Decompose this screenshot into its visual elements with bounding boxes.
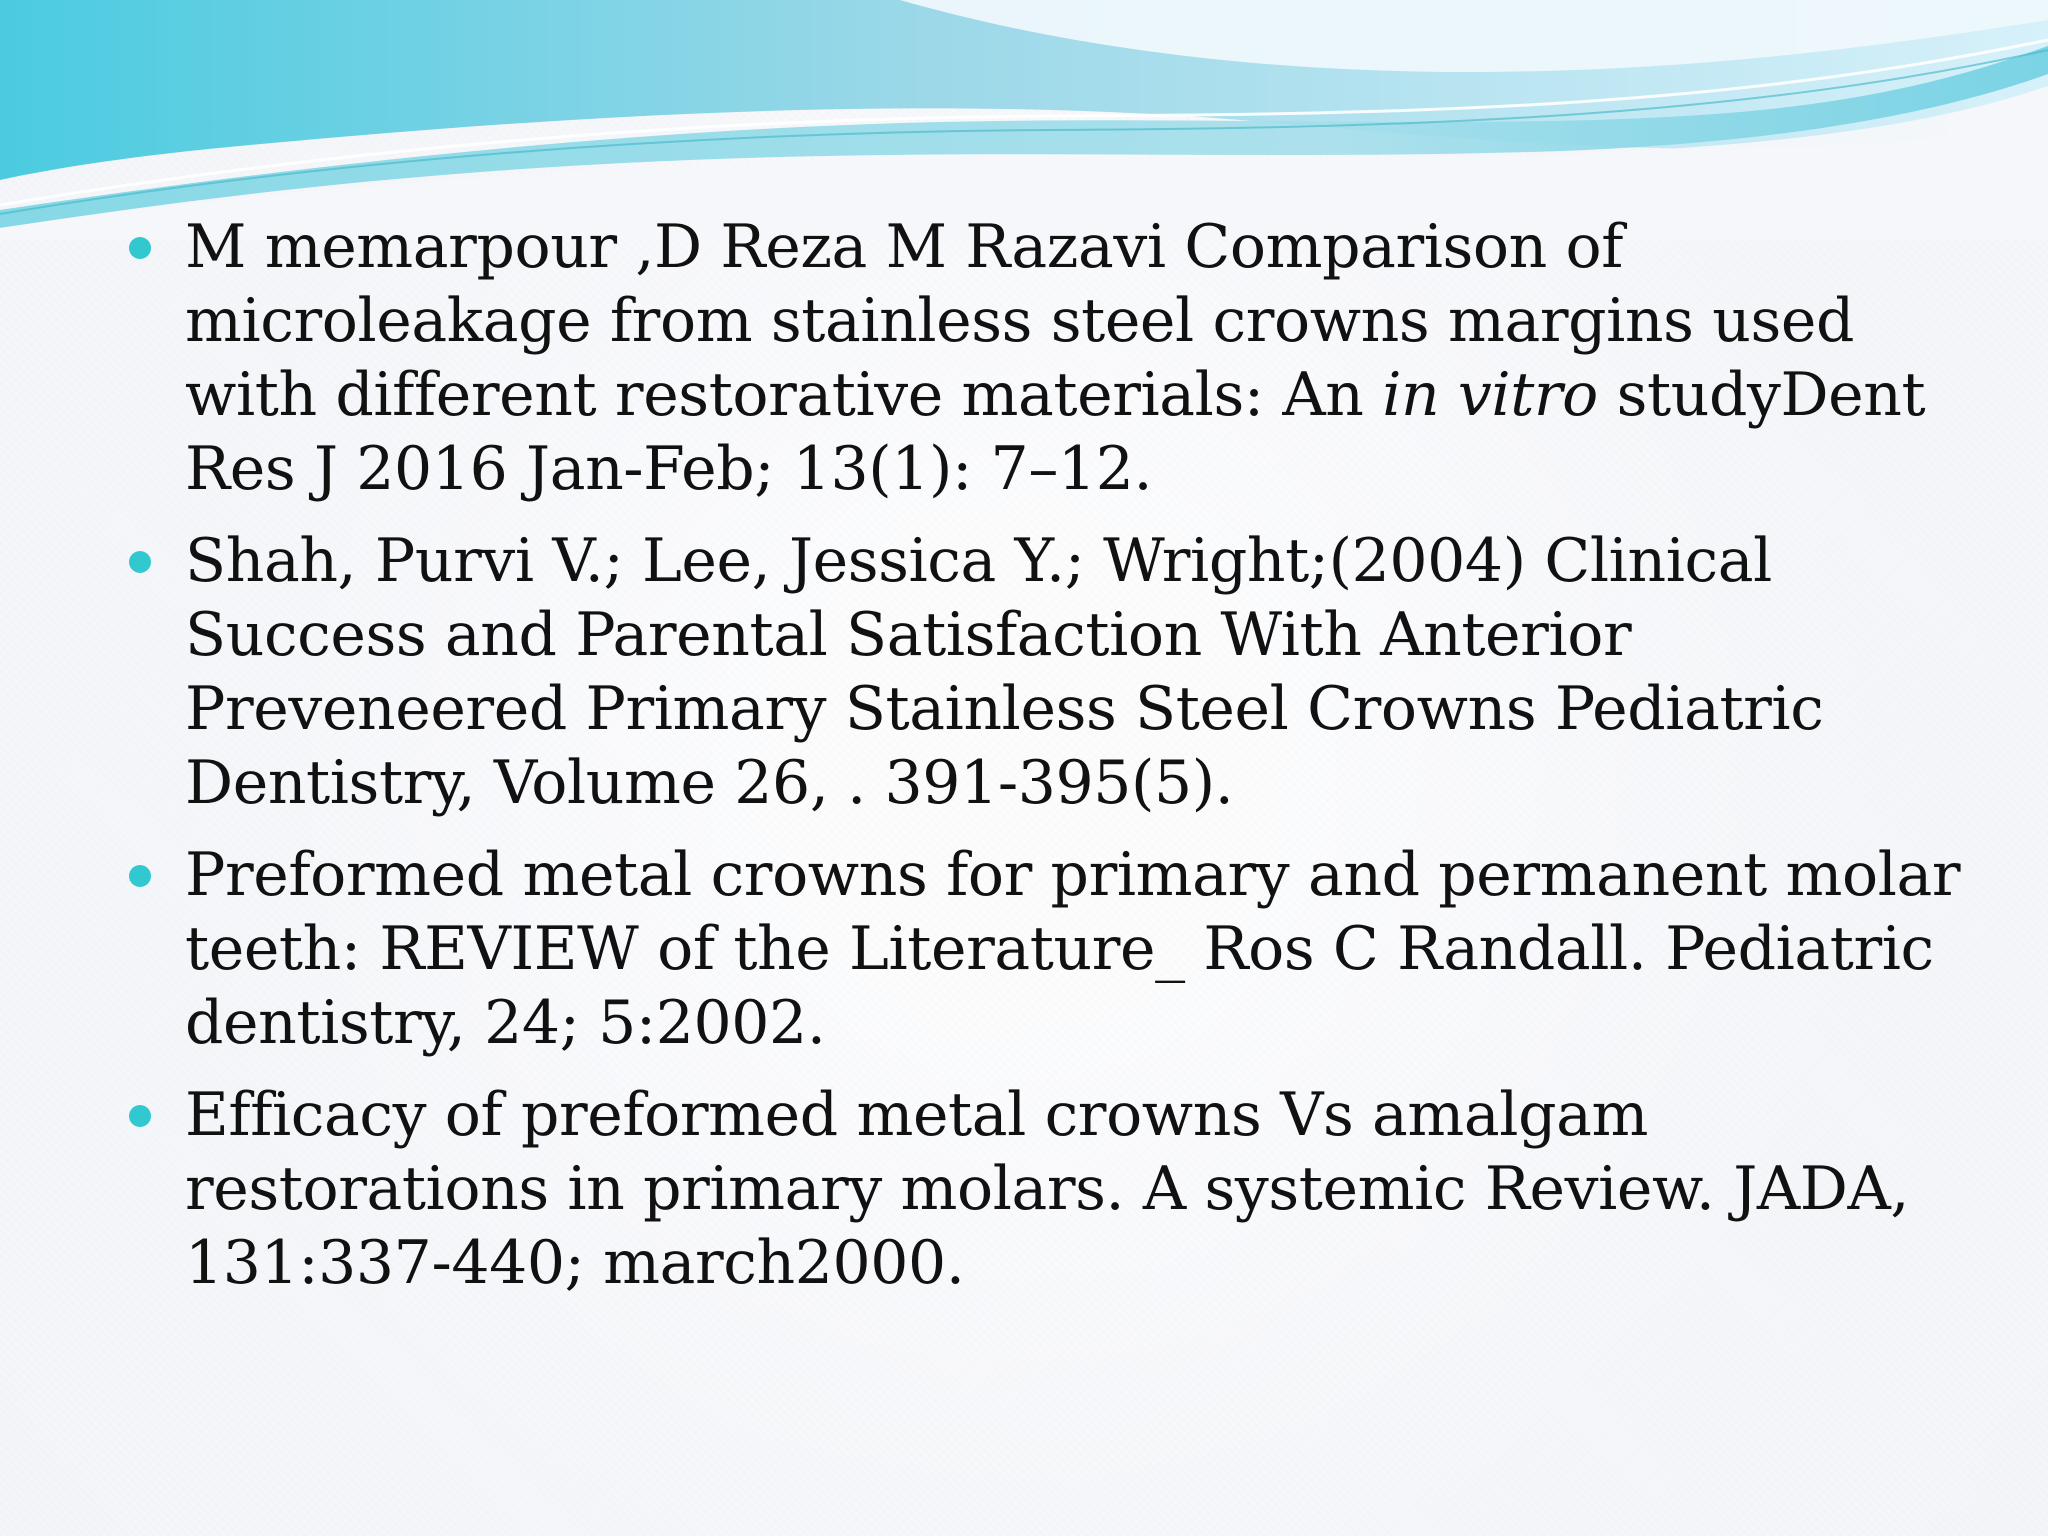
reference-item-3 xyxy=(125,838,1975,1060)
reference-text-1-before: M memarpour ,D Reza M Razavi Comparison of microleakage from stainless steel crowns margins used with different restorative materials: An xyxy=(185,212,1854,430)
bullet-icon xyxy=(129,237,151,259)
bullet-icon xyxy=(129,865,151,887)
reference-item-4 xyxy=(125,1078,1975,1300)
reference-text-1-italic: in vitro xyxy=(1382,360,1598,430)
reference-item-2 xyxy=(125,524,1975,820)
top-wave-decoration xyxy=(0,0,2048,240)
bullet-icon xyxy=(129,1105,151,1127)
reference-text-1-after: studyDent Res J 2016 Jan-Feb; 13(1): 7–12. xyxy=(185,360,1926,504)
reference-text-4: Efficacy of preformed metal crowns Vs amalgam restorations in primary molars. A systemic Review. JADA, 131:337-440; march2000. xyxy=(185,1080,1910,1298)
reference-text-1 xyxy=(185,212,1925,504)
reference-list xyxy=(125,210,1975,1318)
reference-item-1 xyxy=(125,210,1975,506)
bullet-icon xyxy=(129,551,151,573)
reference-text-2: Shah, Purvi V.; Lee, Jessica Y.; Wright;(2004) Clinical Success and Parental Satisfaction With Anterior Preveneered Primary Stainless Steel Crowns Pediatric Dentistry, Volume 26, . 391-395(5). xyxy=(185,526,1824,818)
reference-text-3: Preformed metal crowns for primary and permanent molar teeth: REVIEW of the Literature_ Ros C Randall. Pediatric dentistry, 24; 5:2002. xyxy=(185,840,1961,1058)
